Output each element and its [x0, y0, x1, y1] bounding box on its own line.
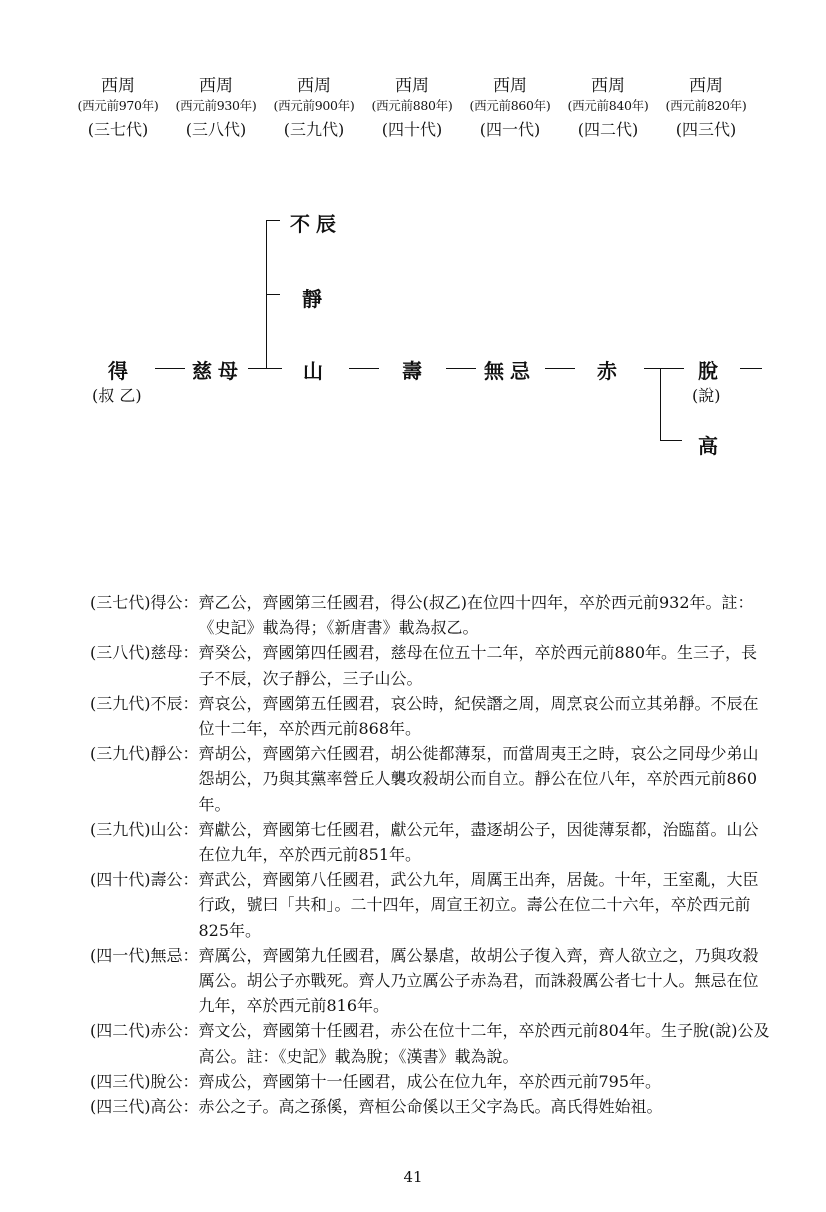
- note-text: 齊癸公，齊國第四任國君，慈母在位五十二年，卒於西元前880年。生三子，長子不辰，次子靜公，三子山公。: [198, 643, 758, 688]
- biography-notes: [90, 590, 770, 1119]
- node-tuo: 脫: [698, 359, 724, 383]
- node-shan: 山: [303, 359, 329, 383]
- bracket-tick: [266, 294, 280, 295]
- note-label: (三八代)慈母：: [90, 643, 199, 663]
- connector-line: [545, 368, 575, 369]
- note-text: 齊文公，齊國第十任國君，赤公在位十二年，卒於西元前804年。生子脫(說)公及高公。註：《史記》載為脫；《漢書》載為說。: [198, 1021, 770, 1066]
- note-label: (四三代)脫公：: [90, 1071, 199, 1091]
- note-entry: [90, 590, 770, 640]
- header-year: (西元前970年): [77, 98, 159, 113]
- connector-line: [349, 368, 379, 369]
- node-de-alias: (叔 乙): [92, 386, 142, 405]
- header-year: (西元前820年): [665, 98, 747, 113]
- connector-line: [446, 368, 476, 369]
- header-col-7: [656, 76, 756, 144]
- header-dynasty: 西周: [689, 76, 723, 96]
- note-entry: [90, 691, 770, 741]
- connector-line: [155, 368, 185, 369]
- note-entry: [90, 1094, 770, 1119]
- page-number: 41: [403, 1168, 423, 1186]
- header-dynasty: 西周: [101, 76, 135, 96]
- note-label: (四二代)赤公：: [90, 1021, 199, 1041]
- note-label: (三九代)山公：: [90, 819, 199, 839]
- node-cimu: 慈母: [192, 359, 244, 383]
- header-year: (西元前930年): [175, 98, 257, 113]
- node-shou: 壽: [402, 359, 428, 383]
- header-col-1: [68, 76, 168, 144]
- note-entry: [90, 1069, 770, 1094]
- node-buchen: 不辰: [290, 212, 342, 236]
- header-dynasty: 西周: [493, 76, 527, 96]
- note-label: (三九代)靜公：: [90, 744, 199, 764]
- bracket-tick: [266, 220, 280, 221]
- header-generation: (四一代): [479, 120, 541, 139]
- header-year: (西元前840年): [567, 98, 649, 113]
- header-dynasty: 西周: [395, 76, 429, 96]
- note-text: 齊獻公，齊國第七任國君，獻公元年，盡逐胡公子，因徙薄泵都，治臨菑。山公在位九年，卒於西元前851年。: [198, 819, 759, 865]
- node-tuo-alias: (說): [692, 386, 721, 405]
- header-col-3: [264, 76, 364, 144]
- bracket-vertical: [660, 368, 661, 440]
- header-col-5: [460, 76, 560, 144]
- header-dynasty: 西周: [297, 76, 331, 96]
- header-dynasty: 西周: [591, 76, 625, 96]
- note-entry: [90, 943, 770, 1019]
- node-jing: 靜: [302, 287, 328, 311]
- bracket-tick: [660, 440, 682, 441]
- header-dynasty: 西周: [199, 76, 233, 96]
- header-col-2: [166, 76, 266, 144]
- note-text: 齊乙公，齊國第三任國君，得公(叔乙)在位四十四年，卒於西元前932年。註：《史記》載為得；《新唐書》載為叔乙。: [198, 593, 754, 638]
- header-generation: (四十代): [381, 120, 443, 139]
- note-text: 齊哀公，齊國第五任國君，哀公時，紀侯譖之周，周烹哀公而立其弟靜。不辰在位十二年，卒於西元前868年。: [198, 693, 759, 739]
- note-entry: [90, 817, 770, 867]
- note-entry: [90, 640, 770, 690]
- node-de: 得: [108, 359, 134, 383]
- node-wuji: 無忌: [484, 359, 536, 383]
- node-chi: 赤: [597, 359, 623, 383]
- connector-line: [644, 368, 684, 369]
- note-text: 齊胡公，齊國第六任國君，胡公徙都薄泵，而當周夷王之時，哀公之同母少弟山怨胡公，乃與其黨率營丘人襲攻殺胡公而自立。靜公在位八年，卒於西元前860年。: [198, 744, 759, 814]
- connector-line: [740, 368, 762, 369]
- note-text: 赤公之子。高之孫傒，齊桓公命傒以王父字為氏。高氏得姓始祖。: [198, 1097, 663, 1117]
- header-year: (西元前880年): [371, 98, 453, 113]
- note-label: (三七代)得公：: [90, 593, 199, 612]
- header-year: (西元前900年): [273, 98, 355, 113]
- header-col-6: [558, 76, 658, 144]
- header-col-4: [362, 76, 462, 144]
- note-entry: [90, 741, 770, 817]
- note-text: 齊厲公，齊國第九任國君，厲公暴虐，故胡公子復入齊，齊人欲立之，乃與攻殺厲公。胡公子亦戰死。齊人乃立厲公子赤為君，而誅殺厲公者七十人。無忌在位九年，卒於西元前816年。: [198, 945, 759, 1016]
- header-generation: (四二代): [577, 120, 639, 139]
- note-label: (四三代)高公：: [90, 1097, 199, 1117]
- note-label: (四十代)壽公：: [90, 870, 199, 890]
- note-entry: [90, 867, 770, 943]
- note-entry: [90, 1018, 770, 1068]
- header-generation: (三七代): [87, 120, 149, 139]
- note-label: (三九代)不辰：: [90, 693, 199, 713]
- note-text: 齊成公，齊國第十一任國君，成公在位九年，卒於西元前795年。: [198, 1071, 662, 1091]
- header-generation: (四三代): [675, 120, 737, 139]
- header-generation: (三九代): [283, 120, 345, 139]
- note-text: 齊武公，齊國第八任國君，武公九年，周厲王出奔，居彘。十年，王室亂，大臣行政，號曰「共和」。二十四年，周宣王初立。壽公在位二十六年，卒於西元前825年。: [198, 870, 759, 940]
- connector-line: [248, 368, 282, 369]
- header-year: (西元前860年): [469, 98, 551, 113]
- header-generation: (三八代): [185, 120, 247, 139]
- note-label: (四一代)無忌：: [90, 945, 199, 965]
- node-gao: 高: [698, 434, 724, 458]
